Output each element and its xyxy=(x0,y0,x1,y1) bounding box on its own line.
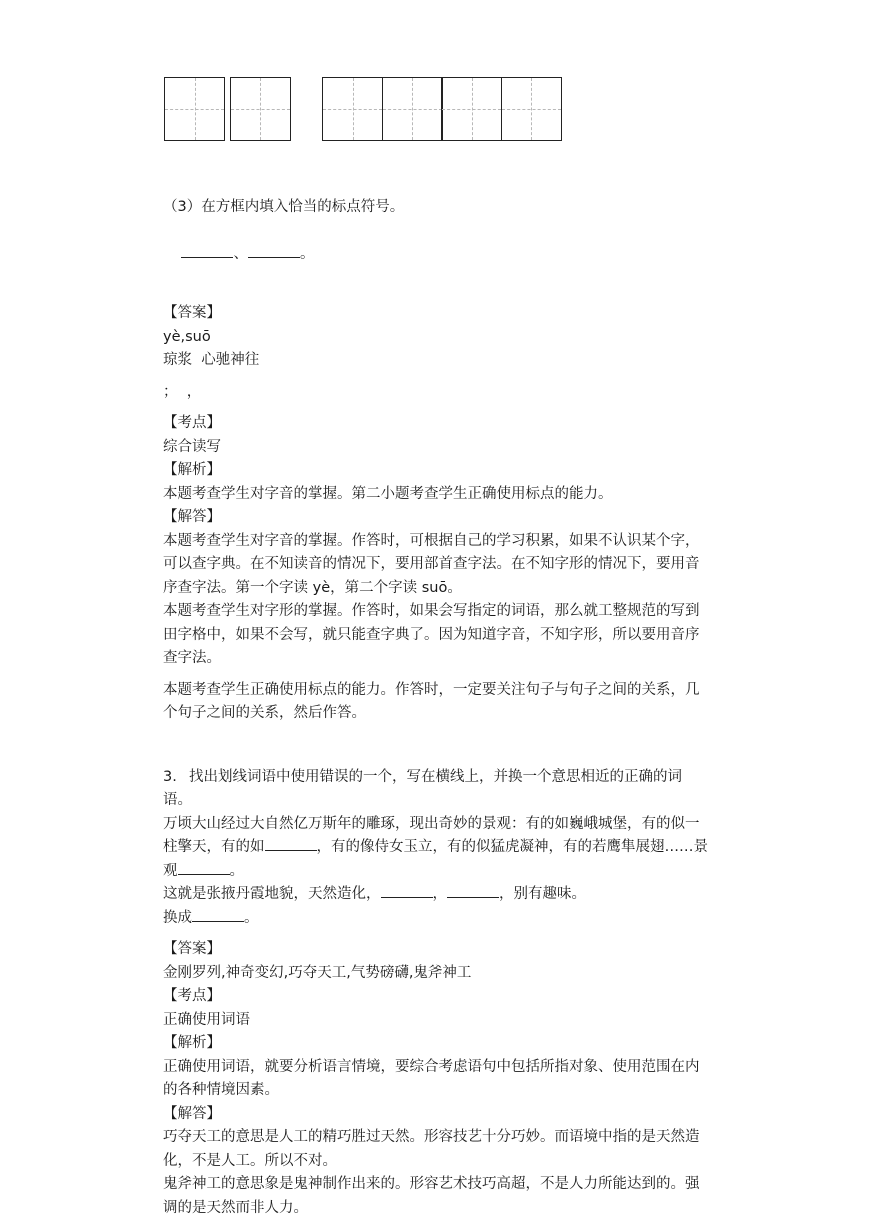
jieda-text: 本题考查学生对字形的掌握。作答时，如果会写指定的词语，那么就工整规范的写到 xyxy=(163,603,700,619)
jiexi-heading: 【解析】 xyxy=(163,1035,221,1051)
jieda-heading: 【解答】 xyxy=(163,509,221,525)
passage-line: 这就是张掖丹霞地貌，天然造化， ， ，别有趣味。 xyxy=(163,883,729,907)
passage-line: 观 。 xyxy=(163,860,729,884)
jieda-text: 个句子之间的关系，然后作答。 xyxy=(163,705,366,721)
kaodian-heading: 【考点】 xyxy=(163,415,221,431)
document-body xyxy=(163,196,729,1220)
jiexi-text: 本题考查学生对字音的掌握。第二小题考查学生正确使用标点的能力。 xyxy=(163,485,613,502)
tianzige-group-2 xyxy=(322,77,560,141)
answer-text: 金刚罗列,神奇变幻,巧夺天工,气势磅礴,鬼斧神工 xyxy=(163,964,472,981)
jieda-text: 化，不是人工。所以不对。 xyxy=(163,1152,337,1169)
question-prompt: （3）在方框内填入恰当的标点符号。 xyxy=(163,199,405,215)
jieda-text: 调的是天然而非人力。 xyxy=(163,1199,308,1216)
tianzige-cell[interactable] xyxy=(501,77,562,141)
answer-text: yè,suō xyxy=(163,328,211,345)
jieda-text: 田字格中，如果不会写，就只能查字典了。因为知道字音，不知字形，所以要用音序 xyxy=(163,626,700,643)
answer-text: 琼浆 心驰神往 xyxy=(163,352,260,368)
answer-heading: 【答案】 xyxy=(163,305,221,321)
kaodian-heading: 【考点】 xyxy=(163,988,221,1004)
jieda-heading: 【解答】 xyxy=(163,1105,221,1122)
tianzige-cell[interactable] xyxy=(230,77,291,141)
jiexi-heading: 【解析】 xyxy=(163,462,221,478)
passage-line: 万顷大山经过大自然亿万斯年的雕琢，现出奇妙的景观：有的如巍峨城堡，有的似一 xyxy=(163,815,700,832)
replace-line: 换成 。 xyxy=(163,907,729,931)
answer-blank[interactable] xyxy=(447,883,499,898)
question-3-title: 3. 找出划线词语中使用错误的一个，写在横线上，并换一个意思相近的正确的词 xyxy=(163,766,729,790)
answer-blank[interactable] xyxy=(178,860,230,875)
question-number: 3. xyxy=(163,768,177,785)
answer-text: ； ， xyxy=(163,383,202,400)
question-3-title-cont: 语。 xyxy=(163,792,192,808)
kaodian-text: 综合读写 xyxy=(163,438,221,455)
jieda-text: 本题考查学生正确使用标点的能力。作答时，一定要关注句子与句子之间的关系，几 xyxy=(163,681,700,698)
jieda-text: 查字法。 xyxy=(163,650,221,666)
jieda-text: 鬼斧神工的意思象是鬼神制作出来的。形容艺术技巧高超，不是人力所能达到的。强 xyxy=(163,1176,700,1192)
kaodian-text: 正确使用词语 xyxy=(163,1011,250,1028)
jieda-text: 巧夺天工的意思是人工的精巧胜过天然。形容技艺十分巧妙。而语境中指的是天然造 xyxy=(163,1129,700,1145)
jiexi-text: 的各种情境因素。 xyxy=(163,1082,279,1098)
answer-heading: 【答案】 xyxy=(163,941,221,957)
tianzige-cell[interactable] xyxy=(382,77,443,141)
jieda-text: 序查字法。第一个字读 yè，第二个字读 suō。 xyxy=(163,579,462,596)
jieda-text: 可以查字典。在不知读音的情况下，要用部首查字法。在不知字形的情况下，要用音 xyxy=(163,556,700,572)
tianzige-cell[interactable] xyxy=(322,77,383,141)
tianzige-cell[interactable] xyxy=(441,77,502,141)
punctuation-blanks: 、 。 xyxy=(163,220,729,291)
answer-blank[interactable] xyxy=(381,883,433,898)
answer-blank[interactable] xyxy=(192,907,244,922)
tianzige-group-1 xyxy=(164,77,289,141)
answer-blank[interactable] xyxy=(248,243,300,258)
jieda-text: 本题考查学生对字音的掌握。作答时，可根据自己的学习积累，如果不认识某个字， xyxy=(163,532,700,549)
jiexi-text: 正确使用词语，就要分析语言情境，要综合考虑语句中包括所指对象、使用范围在内 xyxy=(163,1058,700,1075)
answer-blank[interactable] xyxy=(181,243,233,258)
answer-blank[interactable] xyxy=(265,836,317,851)
tianzige-cell[interactable] xyxy=(164,77,225,141)
passage-line: 柱擎天，有的如 ，有的像侍女玉立，有的似猛虎凝神，有的若鹰隼展翅……景 xyxy=(163,836,729,860)
